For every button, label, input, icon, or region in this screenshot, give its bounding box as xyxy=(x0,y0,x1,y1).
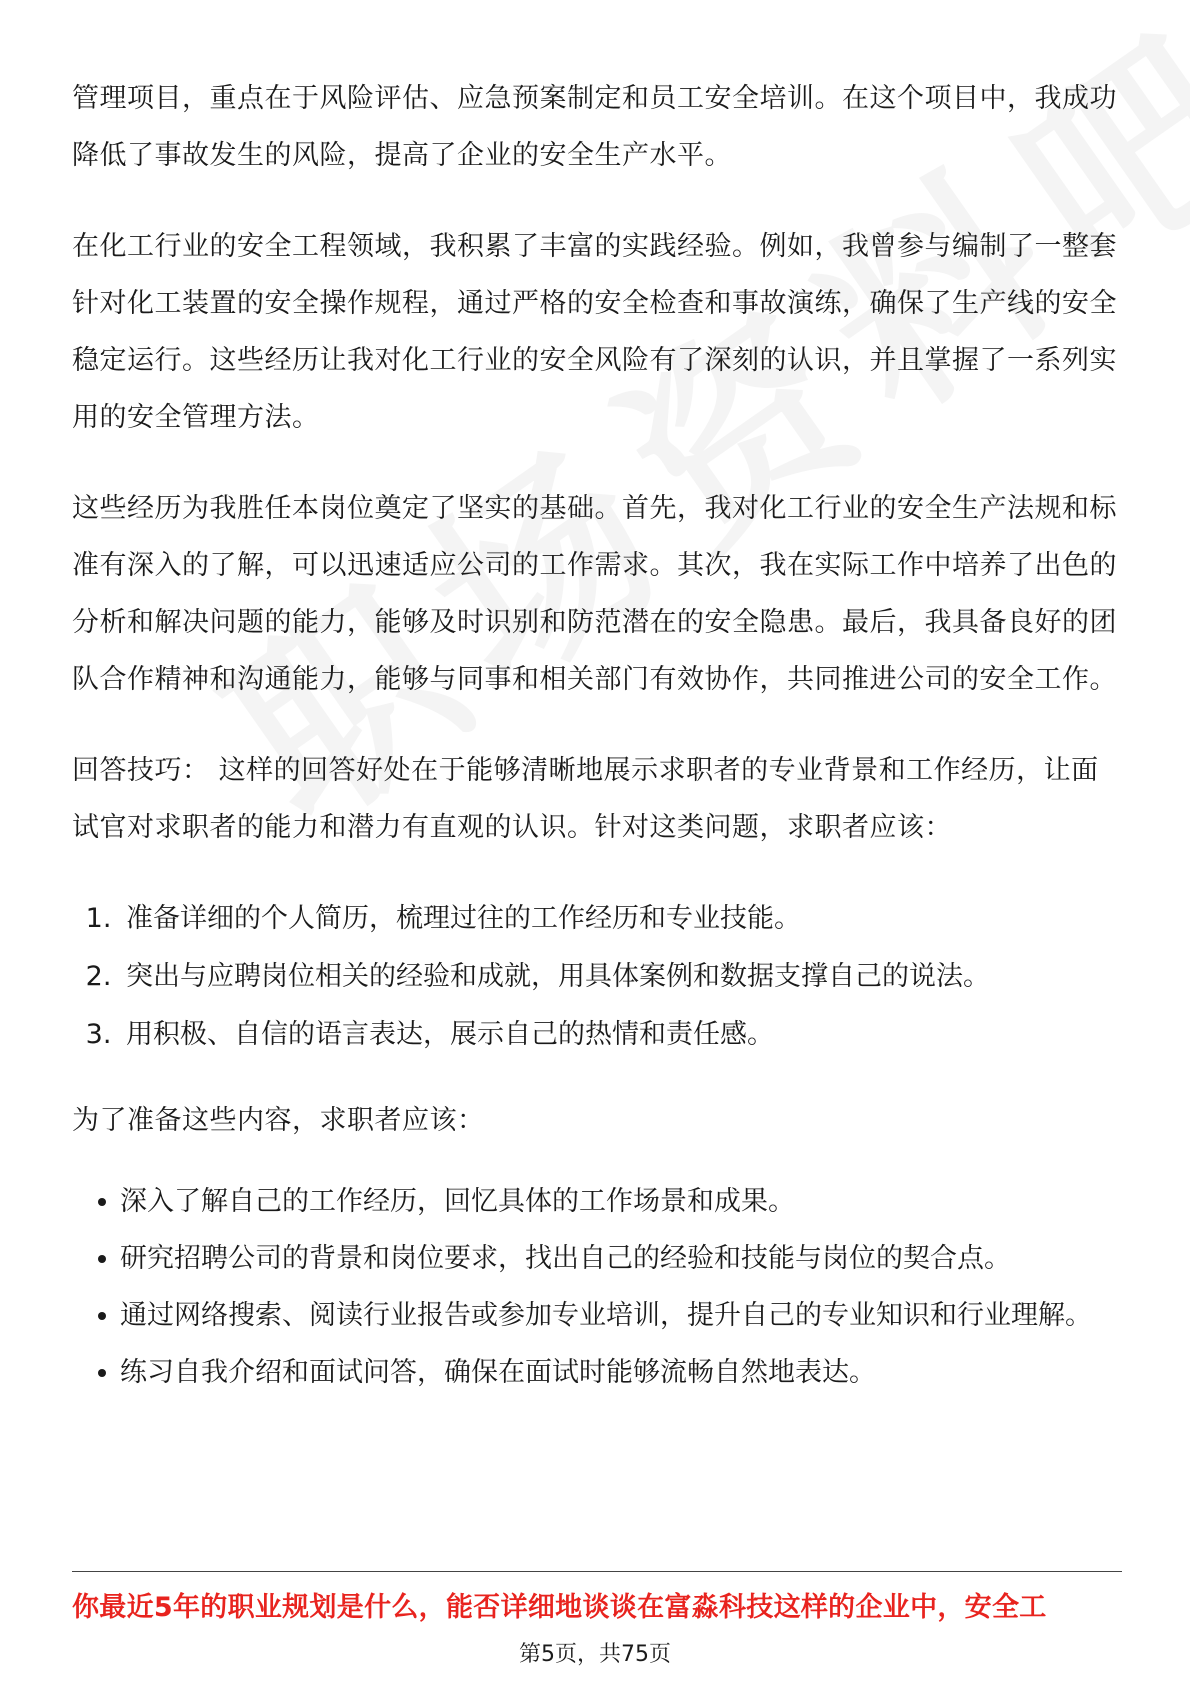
preparation-bullet-list xyxy=(72,1173,1122,1401)
paragraph-preparation-intro: 为了准备这些内容，求职者应该： xyxy=(72,1105,485,1136)
paragraph-answer-tips: 回答技巧： 这样的回答好处在于能够清晰地展示求职者的专业背景和工作经历，让面试官对求职者的能力和潜力有直观的认识。针对这类问题，求职者应该： xyxy=(72,755,1099,843)
list-item: 3. 用积极、自信的语言表达，展示自己的热情和责任感。 xyxy=(120,1006,1122,1064)
list-item xyxy=(120,1230,1122,1287)
list-item xyxy=(120,1173,1122,1230)
list-item xyxy=(120,1344,1122,1401)
bullet-icon xyxy=(98,1312,106,1320)
page-number: 第5页，共75页 xyxy=(519,1642,671,1667)
list-item: 1. 准备详细的个人简历，梳理过往的工作经历和专业技能。 xyxy=(120,890,1122,948)
bullet-icon xyxy=(98,1198,106,1206)
next-question-heading: 你最近5年的职业规划是什么，能否详细地谈谈在富淼科技这样的企业中，安全工 xyxy=(72,1592,1047,1623)
list-item-text: 深入了解自己的工作经历，回忆具体的工作场景和成果。 xyxy=(120,1186,795,1217)
paragraph-chemical-experience: 在化工行业的安全工程领域，我积累了丰富的实践经验。例如，我曾参与编制了一整套针对化工装置的安全操作规程，通过严格的安全检查和事故演练，确保了生产线的安全稳定运行。这些经历让我对化工行业的安全风险有了深刻的认识，并且掌握了一系列实用的安全管理方法。 xyxy=(72,231,1117,433)
list-item-text: 练习自我介绍和面试问答，确保在面试时能够流畅自然地表达。 xyxy=(120,1357,876,1388)
tips-numbered-list xyxy=(72,890,1122,1064)
page-content xyxy=(72,70,1122,1401)
paragraph-qualification: 这些经历为我胜任本岗位奠定了坚实的基础。首先，我对化工行业的安全生产法规和标准有深入的了解，可以迅速适应公司的工作需求。其次，我在实际工作中培养了出色的分析和解决问题的能力，能够及时识别和防范潜在的安全隐患。最后，我具备良好的团队合作精神和沟通能力，能够与同事和相关部门有效协作，共同推进公司的安全工作。 xyxy=(72,493,1117,695)
list-item-text: 通过网络搜索、阅读行业报告或参加专业培训，提升自己的专业知识和行业理解。 xyxy=(120,1300,1092,1331)
bullet-icon xyxy=(98,1255,106,1263)
list-item: 2. 突出与应聘岗位相关的经验和成就，用具体案例和数据支撑自己的说法。 xyxy=(120,948,1122,1006)
list-item-text: 研究招聘公司的背景和岗位要求，找出自己的经验和技能与岗位的契合点。 xyxy=(120,1243,1011,1274)
list-item xyxy=(120,1287,1122,1344)
bullet-icon xyxy=(98,1369,106,1377)
paragraph-project-summary: 管理项目，重点在于风险评估、应急预案制定和员工安全培训。在这个项目中，我成功降低了事故发生的风险，提高了企业的安全生产水平。 xyxy=(72,83,1117,171)
divider xyxy=(72,1571,1122,1572)
